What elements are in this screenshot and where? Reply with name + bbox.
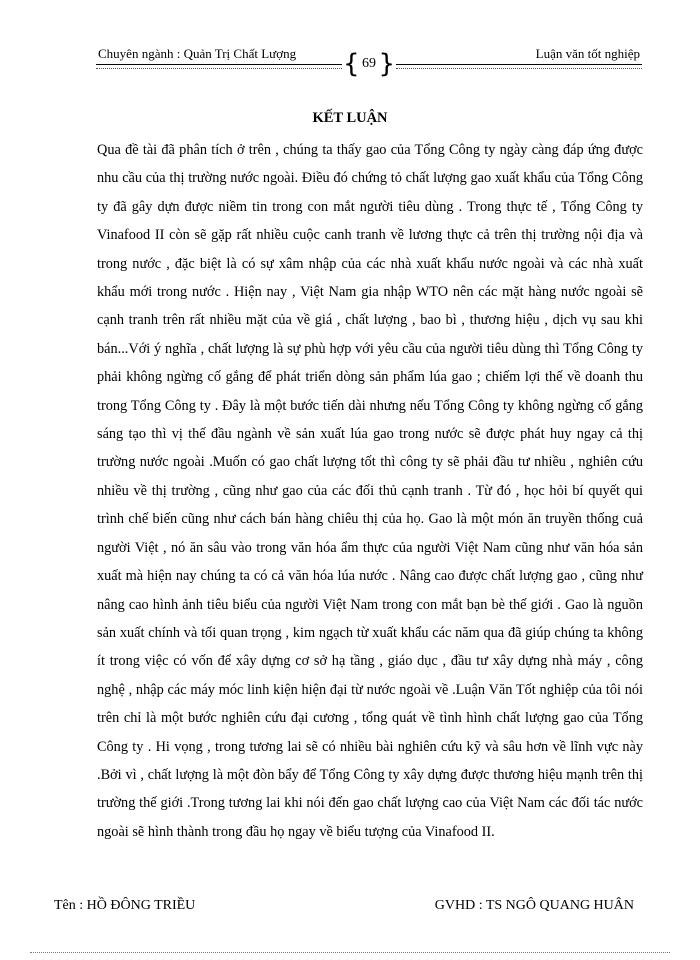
page-header	[0, 40, 700, 80]
header-rule-left	[96, 64, 342, 65]
conclusion-paragraph: Qua đề tài đã phân tích ở trên , chúng ta thấy gao của Tổng Công ty ngày càng đáp ứng được nhu cầu của thị trường nước ngoài. Điều đó chứng tỏ chất lượng gao xuất khẩu của Tổng Công ty đã gây dựn được niềm tin trong con mắt người tiêu dùng . Trong thực tế , Tổng Công ty Vinafood II còn sẽ gặp rất nhiều cuộc canh tranh về lương thực cả trên thị trường nội địa và trong nước , đặc biệt là có sự xâm nhập của các nhà xuất khẩu nước ngoài và các nhà xuất khẩu mới trong nước . Hiện nay , Việt Nam gia nhập WTO nên các mặt hàng nước ngoài sẽ cạnh tranh trên rất nhiều mặt của về giá , chất lượng , bao bì , thương hiệu , dịch vụ sau khi bán...Với ý nghĩa , chất lượng là sự phù hợp với yêu cầu của người tiêu dùng thì Tổng Công ty phải không ngừng cố gắng để phát triển dòng sản phẩm lúa gao ; chiếm lợi thế về doanh thu trong Tổng Công ty . Đây là một bước tiến dài nhưng nếu Tổng Công ty không ngừng cố gắng sáng tạo thì vị thế đầu ngành về sản xuất lúa gao trong nước sẽ được phát huy ngay cả thị trường nước ngoài .Muốn có gao chất lượng tốt thì công ty sẽ phải đầu tư nhiều , nghiên cứu nhiều về thị trường , cũng như gao của các đối thủ cạnh tranh . Từ đó , học hỏi bí quyết qui trình chế biến cũng như cách bán hàng chiêu thị của họ. Gao là một món ăn truyền thống cuả người Việt , nó ăn sâu vào trong văn hóa ẩm thực của người Việt Nam cũng như văn hóa sản xuất mà hiện nay chúng ta có cả văn hóa lúa nước . Nâng cao được chất lượng gao , cũng như nâng cao hình ảnh tiêu biểu của người Việt Nam trong con mắt bạn bè thế giới . Gao là nguồn sản xuất chính và tối quan trọng , kim ngạch từ xuất khẩu các năm qua đã giúp chúng ta không ít trong việc có vốn để xây dựng cơ sở hạ tầng , giáo dục , đầu tư xây dựng nhà máy , công nghệ , nhập các máy móc linh kiện hiện đại từ nước ngoài về .Luận Văn Tốt nghiệp của tôi nói trên chỉ là một bước nghiên cứu đại cương , tổng quát về tình hình chất lượng gao của Tổng Công ty . Hi vọng , trong tương lai sẽ có nhiều bài nghiên cứu kỹ và sâu hơn về lĩnh vực này .Bởi vì , chất lượng là một đòn bẩy để Tổng Công ty xây dựng được thương hiệu mạnh trên thị trường thế giới .Trong tương lai khi nói đến gao chất lượng cao của Việt Nam các đối tác nước ngoài sẽ hình thành trong đầu họ ngay về biểu tượng của Vinafood II.	[97, 142, 643, 840]
right-brace-icon: }	[378, 49, 395, 79]
header-major: Chuyên ngành : Quản Trị Chất Lượng	[98, 46, 297, 61]
page-number: 69	[362, 56, 376, 71]
page-number-box	[343, 50, 395, 78]
advisor-name: GVHD : TS NGÔ QUANG HUÂN	[434, 898, 634, 913]
author-name: Tên : HỒ ĐÔNG TRIỀU	[54, 898, 196, 913]
header-thesis-type: Luận văn tốt nghiệp	[535, 46, 640, 61]
header-rule-right	[396, 64, 642, 65]
section-title: KẾT LUẬN	[312, 110, 388, 126]
footer-dotted-rule	[30, 952, 670, 953]
left-brace-icon: {	[343, 49, 360, 79]
header-dotted-rule-left	[96, 68, 342, 69]
header-dotted-rule-right	[396, 68, 642, 69]
